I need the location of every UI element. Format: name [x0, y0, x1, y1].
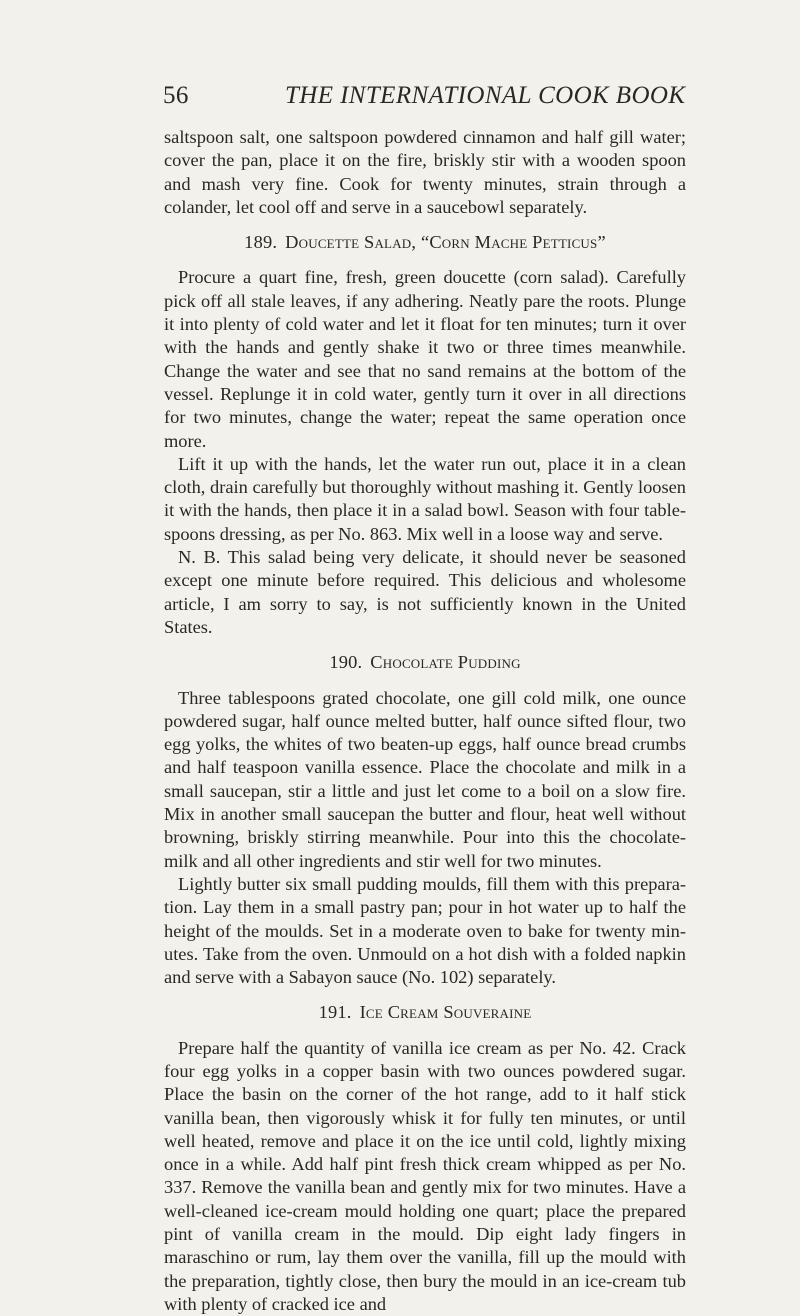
recipe-number: 191. — [318, 1002, 352, 1023]
recipe-number: 189. — [244, 232, 278, 253]
recipe-note: N. B. This salad being very delicate, it should never be seasoned except one minute before required. This delicious and wholesome article, I am sorry to say, is not sufficiently known in the United States. — [164, 547, 686, 637]
recipe-heading-191 — [164, 1001, 686, 1024]
recipe-paragraph: Lift it up with the hands, let the water run out, place it in a clean cloth, drain carefully but thoroughly without mashing it. Gently loosen it with the hands, then place it in a salad bowl. Season with four table-spoons dressing, as per No. 863. Mix well in a loose way and serve. — [164, 453, 686, 544]
recipe-title: Ice Cream Souveraine — [359, 1002, 532, 1023]
recipe-heading-190 — [164, 651, 686, 674]
recipe-paragraph: Three tablespoons grated chocolate, one gill cold milk, one ounce powdered sugar, half ounce melted butter, half ounce sifted flour, two egg yolks, the whites of two beaten-up eggs, half ounce bread crumbs and half teaspoon vanilla essence. Place the chocolate and milk in a small saucepan, stir a little and just let come to a boil on a slow fire. Mix in another small saucepan the butter and flour, heat well without browning, briskly stirring meanwhile. Pour into this the chocolate-milk and all other ingredients and stir well for two minutes. — [164, 687, 686, 871]
body-text — [164, 126, 686, 1316]
recipe-number: 190. — [329, 652, 363, 673]
recipe-heading-189 — [164, 231, 686, 254]
recipe-paragraph: Procure a quart fine, fresh, green doucette (corn salad). Carefully pick off all stale leaves, if any adhering. Neatly pare the roots. Plunge it into plenty of cold water and let it float for ten minutes; turn it over with the hands and gently shake it two or three times meanwhile. Change the water and see that no sand remains at the bottom of the vessel. Replunge it in cold water, gently turn it over in all directions for two minutes, change the water; repeat the same operation once more. — [164, 267, 686, 451]
recipe-title: Chocolate Pudding — [370, 652, 521, 673]
page-number: 56 — [163, 82, 189, 109]
recipe-paragraph: Lightly butter six small pudding moulds, fill them with this prepara-tion. Lay them in a small pastry pan; pour in hot water up to half the height of the moulds. Set in a moderate oven to bake for twenty min-utes. Take from the oven. Unmould on a hot dish with a folded napkin and serve with a Sabayon sauce (No. 102) separately. — [164, 873, 686, 988]
running-head — [163, 78, 686, 114]
running-title: THE INTERNATIONAL COOK BOOK — [285, 82, 686, 109]
continued-paragraph: saltspoon salt, one saltspoon powdered cinnamon and half gill water; cover the pan, place it on the fire, briskly stir with a wooden spoon and mash very fine. Cook for twenty minutes, strain through a colander, let cool off and serve in a saucebowl separately. — [164, 127, 686, 217]
recipe-paragraph: Prepare half the quantity of vanilla ice cream as per No. 42. Crack four egg yolks in a copper basin with two ounces powdered sugar. Place the basin on the corner of the hot range, add to it half stick vanilla bean, then vigorously whisk it for fully ten minutes, or until well heated, remove and place it on the ice until cold, lightly mixing once in a while. Add half pint fresh thick cream whipped as per No. 337. Remove the vanilla bean and gently mix for two minutes. Have a well-cleaned ice-cream mould holding one quart; place the prepared pint of vanilla cream in the mould. Dip eight lady fingers in maraschino or rum, lay them over the vanilla, fill up the mould with the preparation, tightly close, then bury the mould in an ice-cream tub with plenty of cracked ice and — [164, 1037, 686, 1314]
recipe-title: Doucette Salad, “Corn Mache Petticus” — [285, 232, 606, 253]
